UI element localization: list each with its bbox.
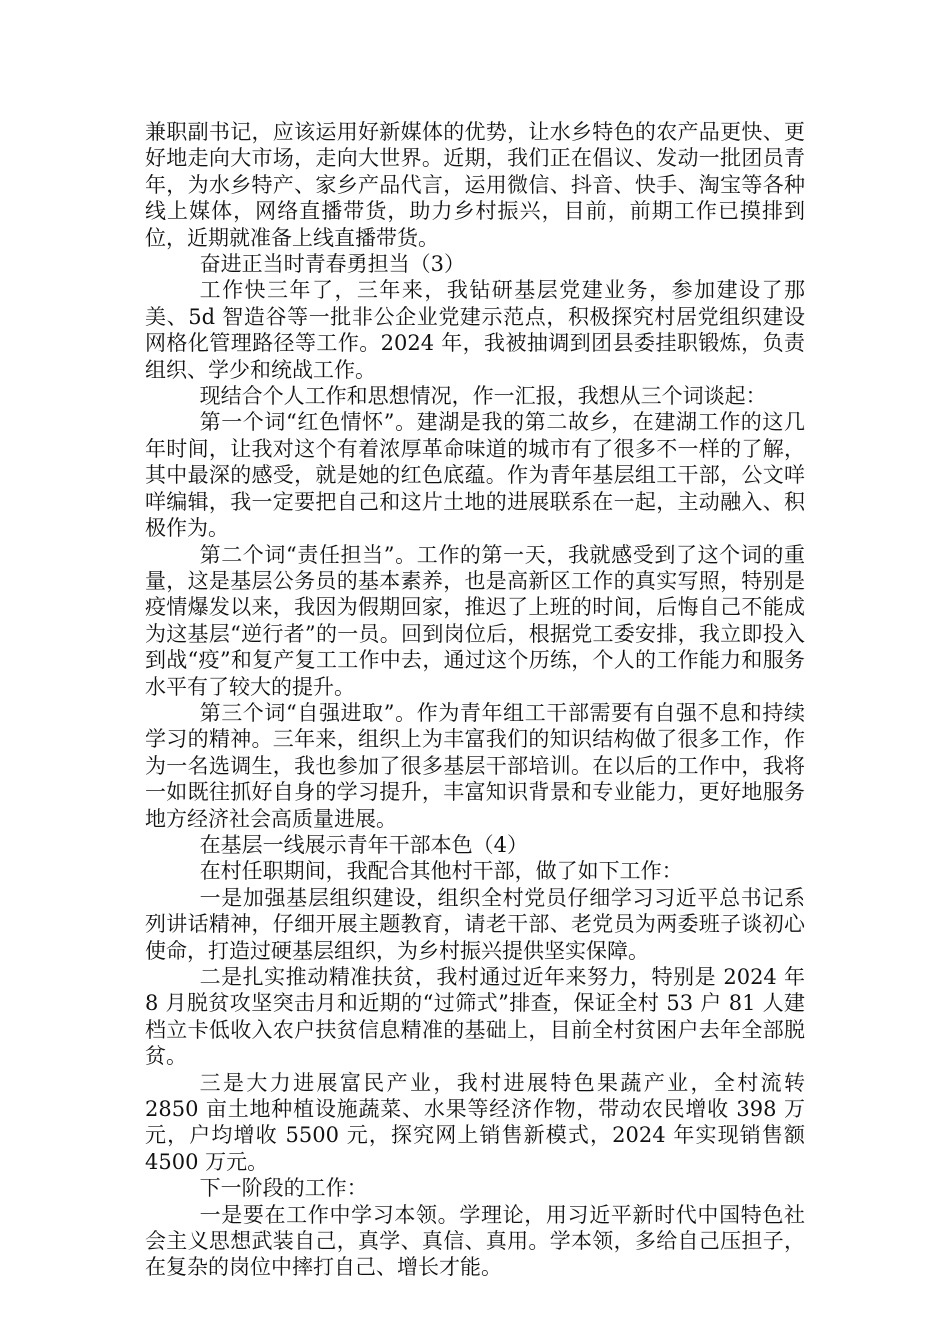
paragraph: 下一阶段的工作：	[199, 1176, 368, 1201]
paragraph: 现结合个人工作和思想情况，作一汇报，我想从三个词谈起：	[199, 384, 767, 409]
paragraph: 一是要在工作中学习本领。学理论，用习近平新时代中国特色社会主义思想武装自己，真学、真信、真用。学本领，多给自己压担子，在复杂的岗位中摔打自己、增长才能。	[145, 1202, 805, 1280]
paragraph: 一是加强基层组织建设，组织全村党员仔细学习习近平总书记系列讲话精神，仔细开展主题教育，请老干部、老党员为两委班子谈初心使命，打造过硬基层组织，为乡村振兴提供坚实保障。	[145, 885, 805, 963]
section-heading: 在基层一线展示青年干部本色（4）	[199, 832, 528, 857]
document-page	[145, 119, 805, 1281]
paragraph: 兼职副书记，应该运用好新媒体的优势，让水乡特色的农产品更快、更好地走向大市场，走向大世界。近期，我们正在倡议、发动一批团员青年，为水乡特产、家乡产品代言，运用微信、抖音、快手、淘宝等各种线上媒体，网络直播带货，助力乡村振兴，目前，前期工作已摸排到位，近期就准备上线直播带货。	[145, 120, 805, 250]
paragraph: 在村任职期间，我配合其他村干部，做了如下工作：	[199, 859, 683, 884]
paragraph: 三是大力进展富民产业，我村进展特色果蔬产业，全村流转 2850 亩土地种植设施蔬菜、水果等经济作物，带动农民增收 398 万元，户均增收 5500 元，探究网上销售新模式，2024 年实现销售额 4500 万元。	[145, 1070, 805, 1174]
paragraph: 工作快三年了，三年来，我钻研基层党建业务，参加建设了那美、5d 智造谷等一批非公企业党建示范点，积极探究村居党组织建设网格化管理路径等工作。2024 年，我被抽调到团县委挂职锻炼，负责组织、学少和统战工作。	[145, 278, 805, 382]
paragraph: 第二个词“责任担当”。工作的第一天，我就感受到了这个词的重量，这是基层公务员的基本素养，也是高新区工作的真实写照，特别是疫情爆发以来，我因为假期回家，推迟了上班的时间，后悔自己不能成为这基层“逆行者”的一员。回到岗位后，根据党工委安排，我立即投入到战“疫”和复产复工工作中去，通过这个历练，个人的工作能力和服务水平有了较大的提升。	[145, 542, 805, 699]
paragraph: 第一个词“红色情怀”。建湖是我的第二故乡，在建湖工作的这几年时间，让我对这个有着浓厚革命味道的城市有了很多不一样的了解，其中最深的感受，就是她的红色底蕴。作为青年基层组工干部，公文咩咩编辑，我一定要把自己和这片土地的进展联系在一起，主动融入、积极作为。	[145, 410, 805, 541]
paragraph: 二是扎实推动精准扶贫，我村通过近年来努力，特别是 2024 年 8 月脱贫攻坚突击月和近期的“过筛式”排查，保证全村 53 户 81 人建档立卡低收入农户扶贫信息精准的基础上，目前全村贫困户去年全部脱贫。	[145, 965, 805, 1069]
paragraph: 第三个词“自强进取”。作为青年组工干部需要有自强不息和持续学习的精神。三年来，组织上为丰富我们的知识结构做了很多工作，作为一名选调生，我也参加了很多基层干部培训。在以后的工作中，我将一如既往抓好自身的学习提升，丰富知识背景和专业能力，更好地服务地方经济社会高质量进展。	[145, 700, 805, 831]
section-heading: 奋进正当时青春勇担当（3）	[199, 252, 465, 277]
